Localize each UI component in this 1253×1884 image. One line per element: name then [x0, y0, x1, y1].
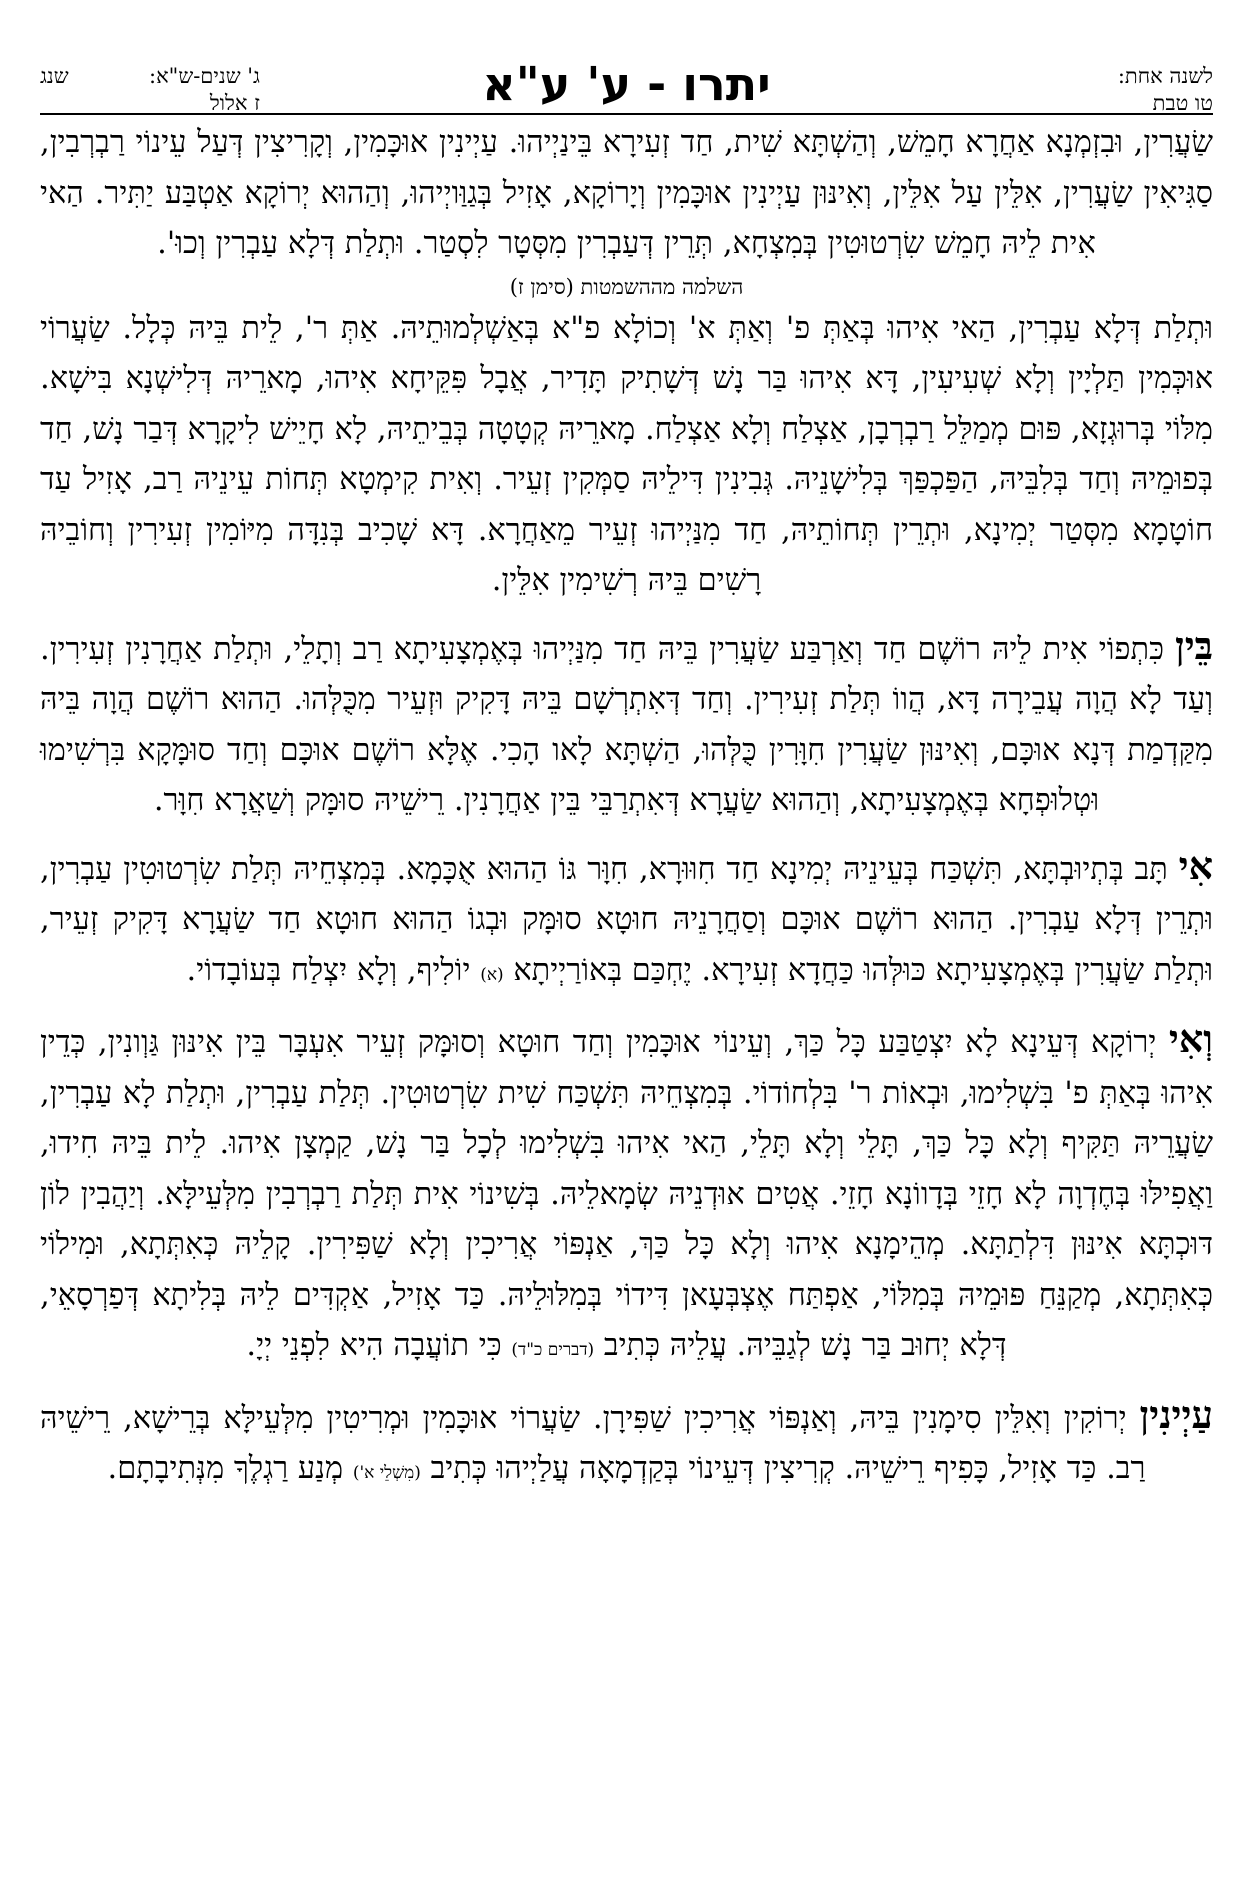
schedule-one-year-label: לשנה אחת:: [1117, 64, 1213, 88]
paragraph-text: כִּתְפוֹי אִית לֵיהּ רוֹשֶׁם חַד וְאַרְבַּע שַׂעֲרִין בֵּיהּ חַד מִנַּיְיהוּ בְּאֶמְצָעִיתָא רַב וְתָלֵי, וּתְלַת אַחֲרָנִין זְעִירִין. וְעַד לָא הֲוָה עֲבֵירָה דָּא, הֲווֹ תְּלַת זְעִירִין. וְחַד דְּאִתְרְשָׁם בֵּיהּ דָּקִיק וּזְעֵיר מִכֻּלְּהוּ. הַהוּא רוֹשֶׁם הֲוָה בֵּיהּ מִקַּדְמַת דְּנָא אוּכָּם, וְאִינּוּן שַׂעֲרִין חִוָּרִין כֻּלְּהוּ, הַשְׁתָּא לָאו הָכִי. אֶלָּא רוֹשֶׁם אוּכָּם וְחַד סוּמָּקָא בִּרְשִׁימוּ וּטְלוּפְחָא בְּאֶמְצָעִיתָא, וְהַהוּא שַׂעֲרָא דְּאִתְרַבֵּי בֵּין אַחֲרָנִין. רֵישֵׁיהּ סוּמָּק וְשַׁאֲרָא חִוָּר.: [40, 631, 1213, 818]
opening-word: בֵּין: [1175, 622, 1213, 668]
paragraph-text-end: מְנַע רַגְלֶךָ מִנְּתִיבָתָם.: [107, 1451, 344, 1486]
source-reference: (דברים כ"ד): [511, 1340, 595, 1360]
paragraph-text: יְרוֹקָא דְּעֵינָא לָא יִצְטַבַּע כָּל כַּךְ, וְעֵינוֹי אוּכָּמִין וְחַד חוּטָא וְסוּמָּק זְעֵיר אִעְבָּר בֵּין אִינּוּן גַּוְונִין, כְּדֵין אִיהוּ בְּאַתְּ פ' בִּשְׁלִימוּ, וּבְאוֹת ר' בִּלְחוֹדוֹי. בְּמִצְחֵיהּ תִּשְׁכַּח שִׁית שִׂרְטוּטִין. תְּלַת עַבְרִין, וּתְלַת לָא עַבְרִין, שַׂעֲרֵיהּ תַּקִּיף וְלָא כָּל כַּךְ, תָּלֵי וְלָא תָּלֵי, הַאי אִיהוּ בִּשְׁלִימוּ לְכָל בַּר נָשׁ, קַמְצָן אִיהוּ. לֵית בֵּיהּ חִידוּ, וַאֲפִילּוּ בְּחֶדְוָה לָא חָזֵי בְּדָווֹנָא חָזֵי. אֲטִים אוּדְנֵיהּ שְׂמָאלֵיהּ. בְּשִׁינוֹי אִית תְּלַת רַבְרְבִין מִלְּעֵילָּא. וְיַהֲבִין לוֹן דּוּכְתָּא אִינּוּן דִּלְתַתָּא. מְהֵימָנָא אִיהוּ וְלָא כָּל כַּךְ, אַנְפּוֹי אֲרִיכִין וְלָא שַׁפִּירִין. קָלֵיהּ כְּאִתְּתָא, וּמִילוֹי כְּאִתְּתָא, מְקַנֵּחַ פּוּמֵיהּ בְּמִלּוֹי, אַפְתַּח אֶצְבְּעָאן דִּידוֹי בְּמִלּוּלֵיהּ. כַּד אָזִיל, אַקְדִּים לֵיהּ בְּלִיתָא דְּפַרְסָאֵי, דְּלָא יְחוּב בַּר נָשׁ לְגַבֵּיהּ. עֲלֵיהּ כְּתִיב: [40, 1025, 1213, 1363]
paragraph-veee: [40, 1014, 1213, 1376]
page-number: שנג: [40, 64, 69, 88]
page-header: [40, 55, 1213, 115]
page-title: יתרו - ע' ע"א: [482, 57, 771, 111]
schedule-three-year-date: ז אלול: [209, 91, 260, 115]
schedule-one-year-date: טו טבת: [1152, 91, 1213, 115]
paragraph-text-end: יוֹלִיף, וְלָא יִצְלַח בְּעוֹבָדוֹי.: [186, 952, 471, 988]
section-title: השלמה מההשמטות (סימן ז): [509, 274, 744, 299]
schedule-three-year: [100, 63, 260, 117]
paragraph-text: יְרוֹקִין וְאִלֵּין סִימָנִין בֵּיהּ, וְאַנְפּוֹי אֲרִיכִין שַׁפִּירָן. שַׂעֲרוֹי אוּכָּמִין וּמְרִיטִין מִלְּעֵילָּא בְּרֵישָׁא, רֵישֵׁיהּ רַב. כַּד אָזִיל, כָּפִיף רֵישֵׁיהּ. קְרִיצִין דְּעֵינוֹי בְּקַדְמָאָה עֲלַיְיהוּ כְּתִיב: [40, 1400, 1146, 1486]
paragraph-bein: [40, 621, 1213, 827]
paragraph-ee: [40, 841, 1213, 1001]
paragraph-text: וּתְלַת דְּלָא עַבְרִין, הַאי אִיהוּ בְּאַתְּ פ' וְאַתְּ א' וְכוֹלָא פ"א בְּאַשְׁלְמוּתֵיהּ. אַתְּ ר', לֵית בֵּיהּ כְּלָל. שַׂעֲרוֹי אוּכְּמִין תַּלְיָין וְלָא שְׁעִיעִין, דָּא אִיהוּ בַּר נָשׁ דְּשָׁתִיק תָּדִיר, אֲבָל פִּקֵּיחָא אִיהוּ, מָארֵיהּ דְּלִישְׁנָא בִּישָׁא. מִלּוֹי בְּרוּגְזָא, פּוּם מְמַלֵּל רַבְרְבָן, אַצְלַח וְלָא אַצְלַח. מָארֵיהּ קְטָטָה בְּבֵיתֵיהּ, לָא חָיֵישׁ לִיקָרָא דְּבַר נָשׁ, חַד בְּפוּמֵיהּ וְחַד בְּלִבֵּיהּ, הַפַּכְפַּךְ בְּלִישָׁנֵיהּ. גְּבִינִין דִּילֵיהּ סַמְּקִין זְעֵיר. וְאִית קִימְטָא תְּחוֹת עֵינֵיהּ רַב, אָזִיל עַד חוֹטָמָא מִסְּטַר יְמִינָא, וּתְרֵין תְּחוֹתֵיהּ, חַד מִנַּיְיהוּ זְעֵיר מֵאַחֲרָא. דָּא שָׁכִיב בְּנִדָּה מִיּוֹמִין זְעִירִין וְחוֹבֵיהּ רָשִׁים בֵּיהּ רְשִׁימִין אִלֵּין.: [40, 310, 1213, 598]
paragraph-text: שַׂעֲרִין, וּבִזְמְנָא אַחֲרָא חָמֵשׁ, וְהַשְׁתָּא שִׁית, חַד זְעִירָא בֵּינַיְיהוּ. עַיְינִין אוּכָּמִין, וְקָרִיצִין דְּעַל עֵינוֹי רַבְרְבִין, סַגִּיאִין שַׂעֲרִין, אִלֵּין עַל אִלֵּין, וְאִינּוּן עַיְינִין אוּכָּמִין וְיָרוֹקָא, אָזִיל בְּגַוַּויְיהוּ, וְהַהוּא יְרוֹקָא אַטְבַּע יַתִּיר. הַאי אִית לֵיהּ חָמֵשׁ שִׂרְטוּטִין בְּמִצְחָא, תְּרֵין דְּעַבְרִין מִסְּטָר לִסְטַר. וּתְלַת דְּלָא עַבְרִין וְכוּ'.: [40, 125, 1213, 261]
paragraph-continuation: [40, 118, 1213, 270]
opening-word: אִי: [1178, 842, 1213, 888]
paragraph-text: תָּב בְּתְיוּבְתָּא, תִּשְׁכַּח בְּעֵינֵיהּ יְמִינָא חַד חִוּוּרָא, חִוָּר גּוֹ הַהוּא אֻכָּמָא. בְּמִצְחֵיהּ תְּלַת שִׂרְטוּטִין עַבְרִין, וּתְרֵין דְּלָא עַבְרִין. הַהוּא רוֹשֶׁם אוּכָּם וְסַחֲרָנֵיהּ חוּטָא סוּמָּק וּבְגוֹ הַהוּא חוּטָא חַד שַׂעֲרָא דָּקִיק זְעֵיר, וּתְלַת שַׂעֲרִין בְּאֶמְצָעִיתָא כּוּלְּהוּ כַּחֲדָא זְעִירָא. יֶחְכַּם בְּאוֹרַיְיתָא: [40, 851, 1213, 988]
source-reference: (א): [480, 964, 504, 985]
schedule-three-year-label: ג' שנים-ש"א:: [149, 64, 260, 88]
main-text: [40, 118, 1213, 1499]
source-reference: (מִשְׁלֵי א'): [352, 1463, 421, 1483]
paragraph-ayinin: [40, 1390, 1213, 1499]
opening-word: עַיְינִין: [1139, 1391, 1213, 1437]
paragraph-text-end: כִּי תוֹעֲבָה הִיא לִפְנֵי יְיָ.: [246, 1328, 502, 1363]
paragraph-supplement: [40, 304, 1213, 607]
opening-word: וְאִי: [1168, 1016, 1213, 1061]
